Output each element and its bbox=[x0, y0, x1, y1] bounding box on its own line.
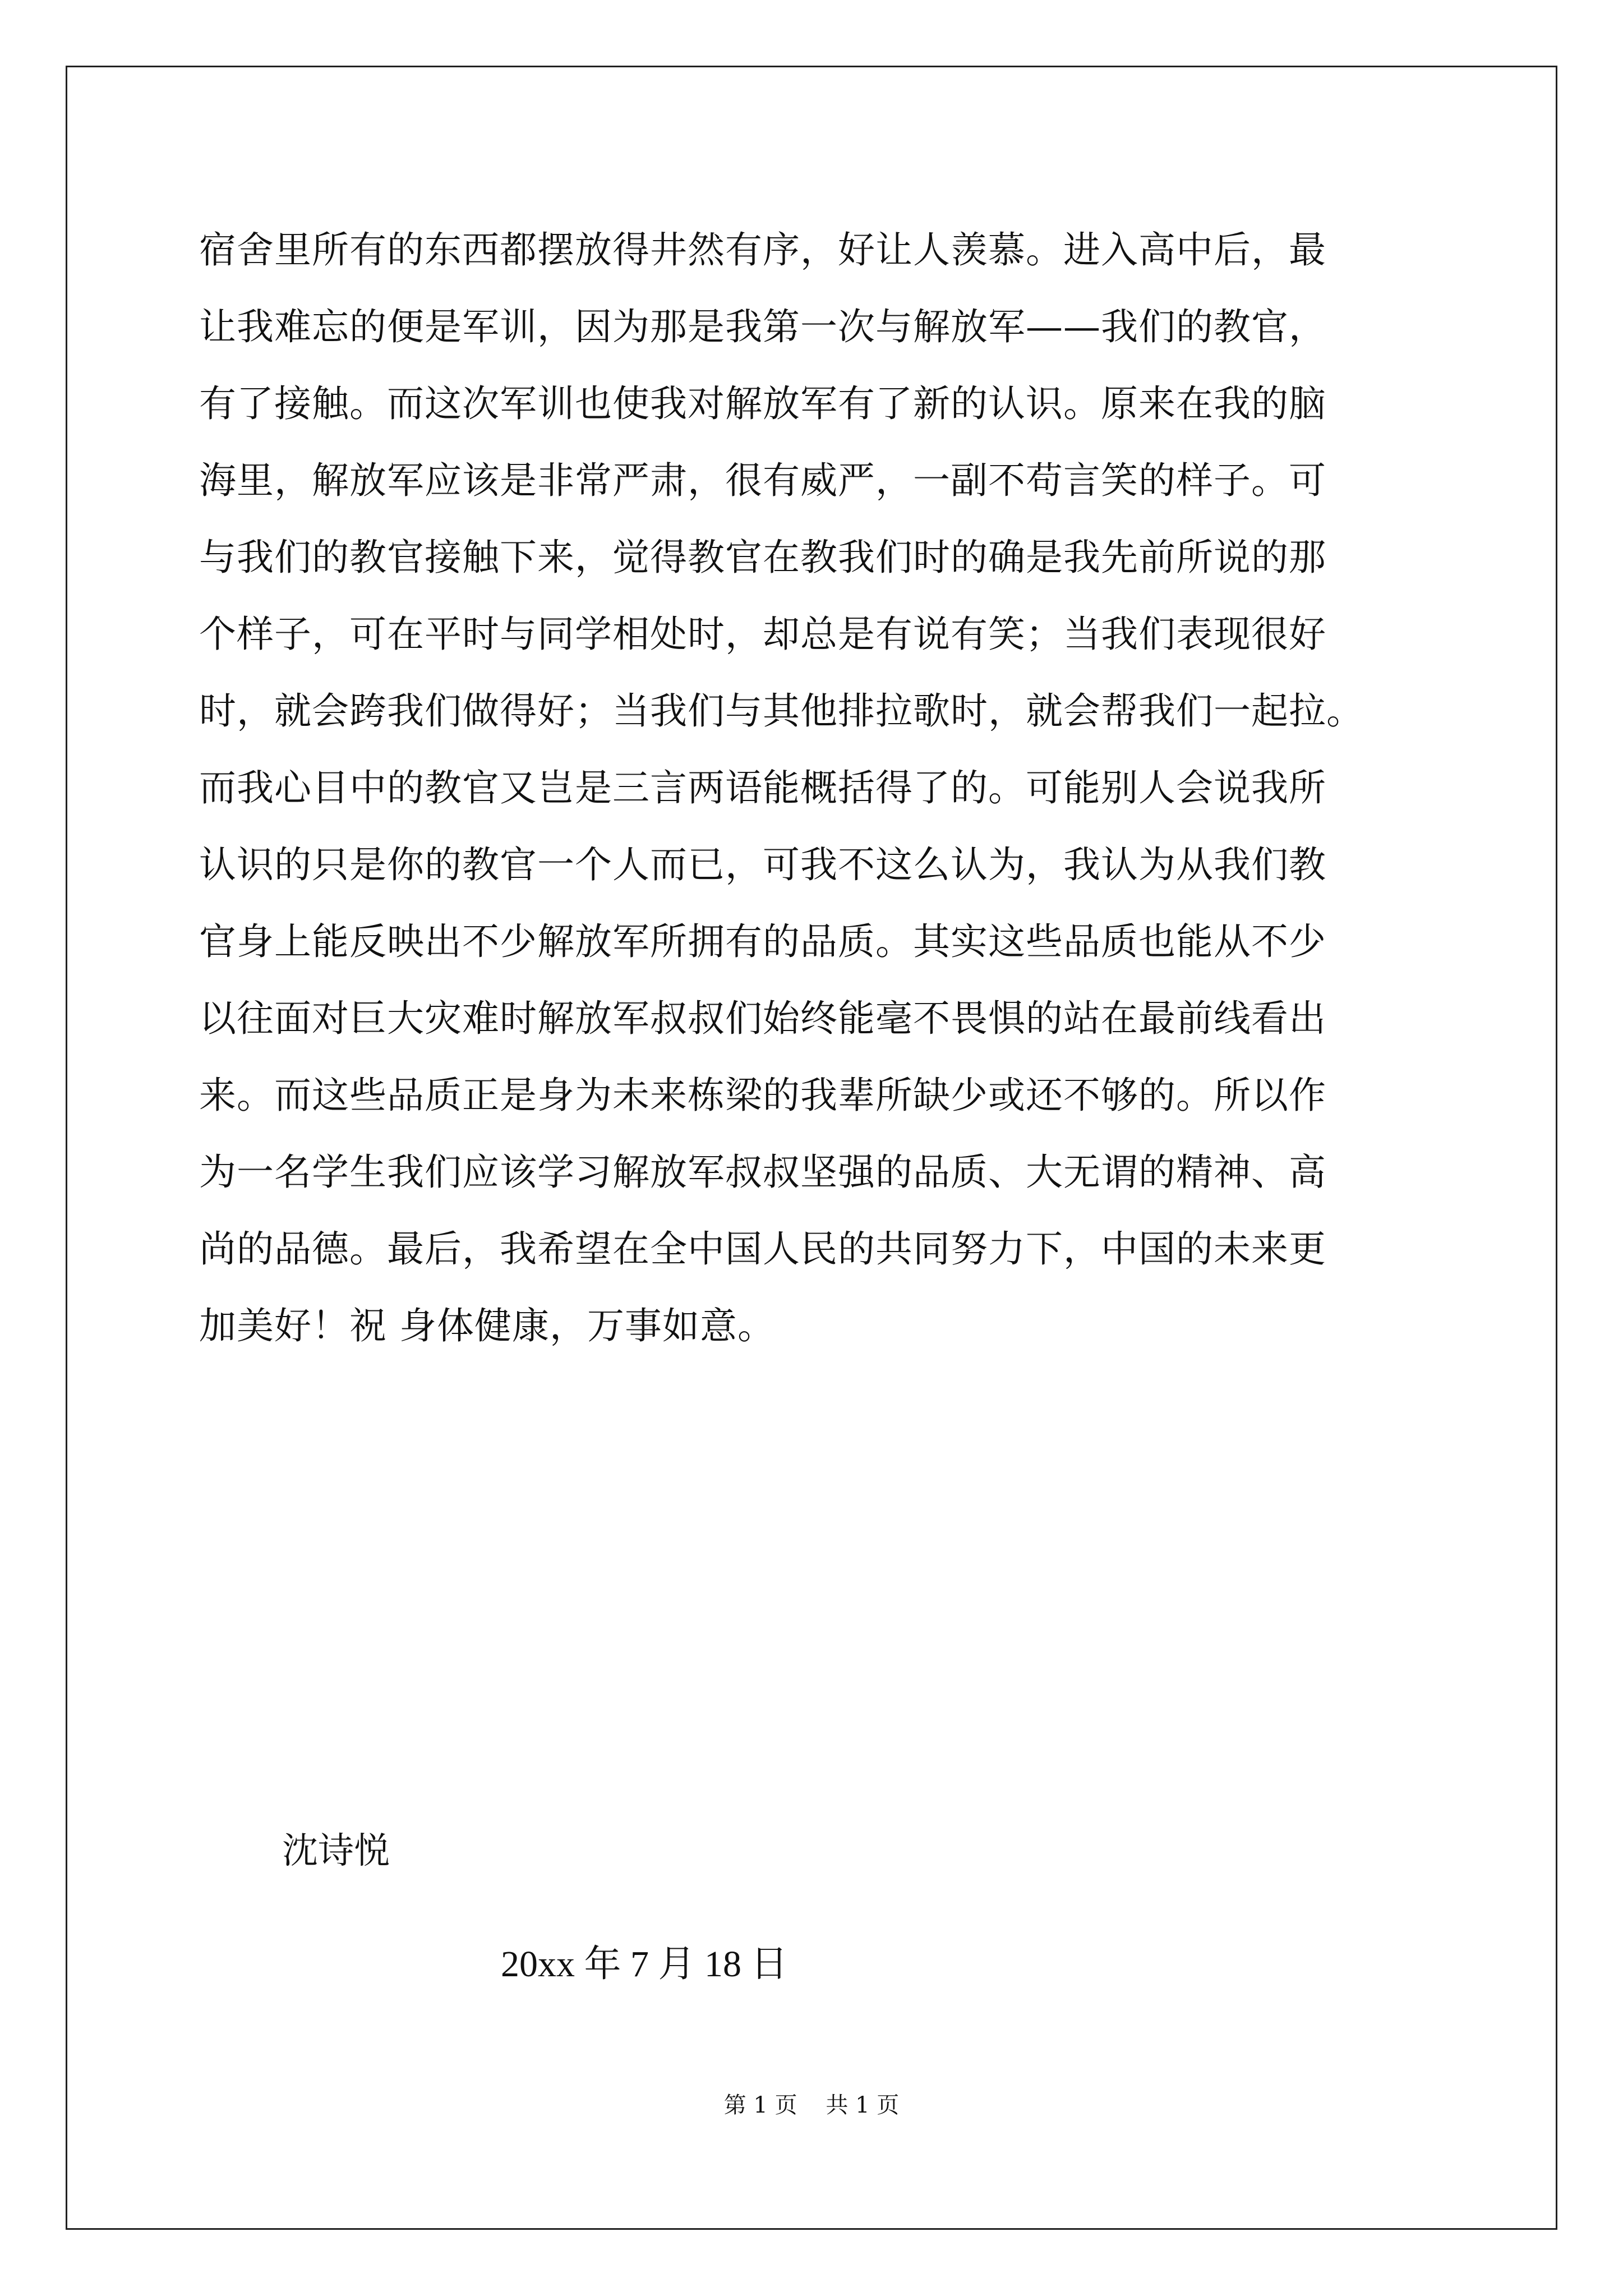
text-line: 让我难忘的便是军训，因为那是我第一次与解放军——我们的教官， bbox=[199, 305, 1326, 348]
text-line: 认识的只是你的教官一个人而已，可我不这么认为，我认为从我们教 bbox=[199, 843, 1326, 886]
letter-body bbox=[199, 222, 1461, 1375]
text-line: 来。而这些品质正是身为未来栋梁的我辈所缺少或还不够的。所以作 bbox=[199, 1074, 1326, 1117]
text-line: 有了接触。而这次军训也使我对解放军有了新的认识。原来在我的脑 bbox=[199, 382, 1326, 425]
text-line: 个样子，可在平时与同学相处时，却总是有说有笑；当我们表现很好 bbox=[199, 613, 1326, 656]
text-line: 加美好！祝 身体健康，万事如意。 bbox=[199, 1304, 775, 1347]
text-line: 官身上能反映出不少解放军所拥有的品质。其实这些品质也能从不少 bbox=[199, 920, 1326, 963]
text-line: 为一名学生我们应该学习解放军叔叔坚强的品质、大无谓的精神、高 bbox=[199, 1151, 1326, 1194]
text-line: 时，就会跨我们做得好；当我们与其他排拉歌时，就会帮我们一起拉。 bbox=[199, 689, 1364, 733]
letter-date: 20xx 年 7 月 18 日 bbox=[501, 1944, 788, 1985]
signature: 沈诗悦 bbox=[282, 1830, 390, 1872]
text-line: 以往面对巨大灾难时解放军叔叔们始终能毫不畏惧的站在最前线看出 bbox=[199, 997, 1326, 1040]
page-footer: 第 1 页 共 1 页 bbox=[723, 2092, 900, 2118]
text-line: 海里，解放军应该是非常严肃，很有威严，一副不苟言笑的样子。可 bbox=[199, 459, 1326, 502]
text-line: 宿舍里所有的东西都摆放得井然有序，好让人羡慕。进入高中后，最 bbox=[199, 228, 1326, 272]
text-line: 而我心目中的教官又岂是三言两语能概括得了的。可能别人会说我所 bbox=[199, 766, 1326, 809]
text-line: 与我们的教官接触下来，觉得教官在教我们时的确是我先前所说的那 bbox=[199, 536, 1326, 579]
text-line: 尚的品德。最后，我希望在全中国人民的共同努力下，中国的未来更 bbox=[199, 1227, 1326, 1271]
